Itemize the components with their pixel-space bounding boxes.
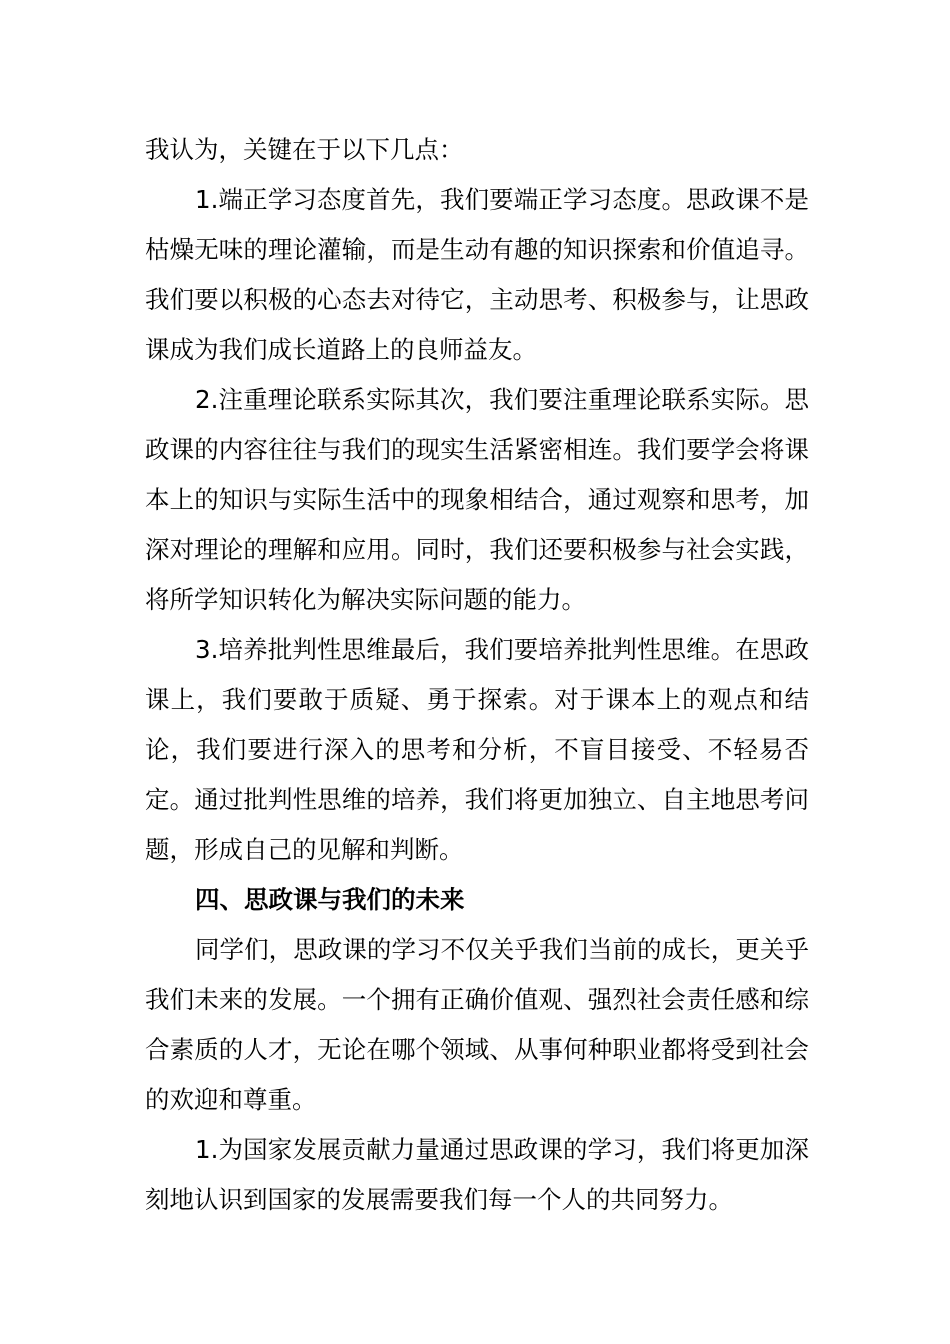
paragraph-point-3-critical-thinking: 3.培养批判性思维最后，我们要培养批判性思维。在思政课上，我们要敢于质疑、勇于探索。对于课本上的观点和结论，我们要进行深入的思考和分析，不盲目接受、不轻易否定。通过批判性思维的培养，我们将更加独立、自主地思考问题，形成自己的见解和判断。 (145, 635, 809, 864)
paragraph-point-2-practice: 2.注重理论联系实际其次，我们要注重理论联系实际。思政课的内容往往与我们的现实生活紧密相连。我们要学会将课本上的知识与实际生活中的现象相结合，通过观察和思考，加深对理论的理解和应用。同时，我们还要积极参与社会实践，将所学知识转化为解决实际问题的能力。 (145, 385, 809, 614)
paragraph-point-1-attitude: 1.端正学习态度首先，我们要端正学习态度。思政课不是枯燥无味的理论灌输，而是生动有趣的知识探索和价值追寻。我们要以积极的心态去对待它，主动思考、积极参与，让思政课成为我们成长道路上的良师益友。 (145, 185, 809, 364)
document-page (145, 125, 809, 1225)
paragraph-future-intro: 同学们，思政课的学习不仅关乎我们当前的成长，更关乎我们未来的发展。一个拥有正确价值观、强烈社会责任感和综合素质的人才，无论在哪个领域、从事何种职业都将受到社会的欢迎和尊重。 (145, 935, 809, 1114)
paragraph-intro: 我认为，关键在于以下几点： (145, 135, 464, 164)
paragraph-future-point-1: 1.为国家发展贡献力量通过思政课的学习，我们将更加深刻地认识到国家的发展需要我们每一个人的共同努力。 (145, 1135, 809, 1214)
section-heading-future: 四、思政课与我们的未来 (195, 885, 465, 914)
